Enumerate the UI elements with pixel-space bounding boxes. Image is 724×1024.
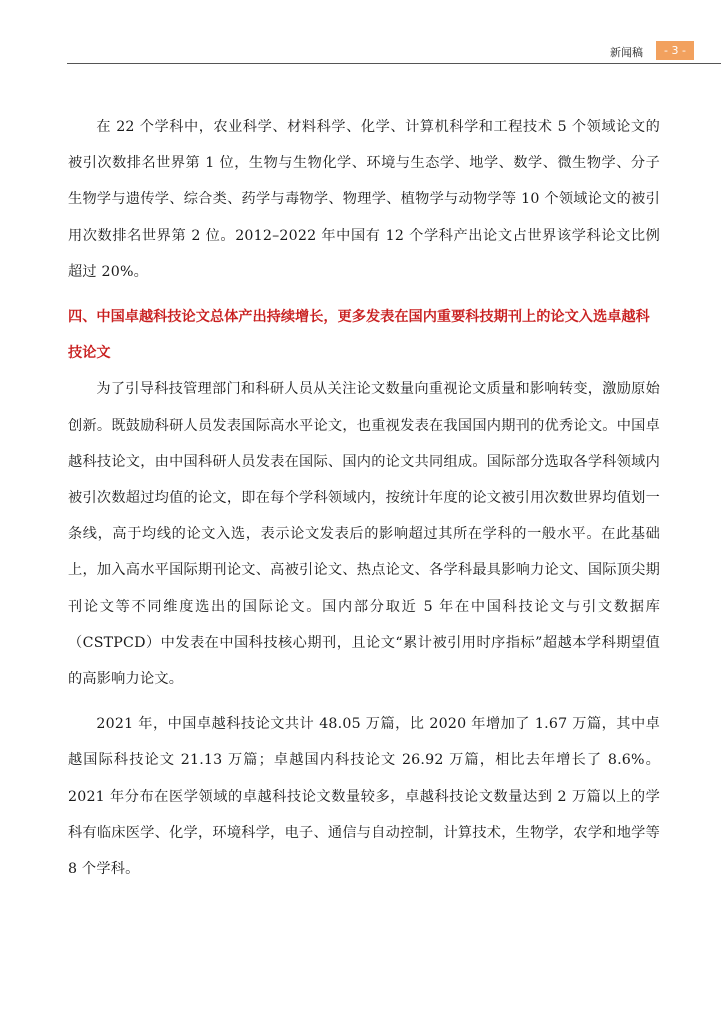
header-divider (67, 63, 721, 64)
section-heading-4: 四、中国卓越科技论文总体产出持续增长，更多发表在国内重要科技期刊上的论文入选卓越科技论文 (68, 309, 650, 362)
paragraph-subject-rankings: 在 22 个学科中，农业科学、材料科学、化学、计算机科学和工程技术 5 个领域论文的被引次数排名世界第 1 位，生物与生物化学、环境与生态学、地学、数学、微生物学、分子生物学与遗传学、综合类、药学与毒物学、物理学、植物学与动物学等 10 个领域论文的被引用次数排名世界第 2 位。2012–2022 年中国有 12 个学科产出论文占世界该学科论文比例超过 20%。 (68, 119, 660, 280)
document-body (68, 109, 660, 887)
paragraph-2021-statistics: 2021 年，中国卓越科技论文共计 48.05 万篇，比 2020 年增加了 1.67 万篇，其中卓越国际科技论文 21.13 万篇；卓越国内科技论文 26.92 万篇，相比去年增长了 8.6%。2021 年分布在医学领域的卓越科技论文数量较多，卓越科技论文数量达到 2 万篇以上的学科有临床医学、化学，环境科学，电子、通信与自动控制，计算技术，生物学，农学和地学等 8 个学科。 (68, 716, 660, 878)
page-number-badge: - 3 - (656, 41, 694, 60)
paragraph-excellent-papers-definition: 为了引导科技管理部门和科研人员从关注论文数量向重视论文质量和影响转变，激励原始创新。既鼓励科研人员发表国际高水平论文，也重视发表在我国国内期刊的优秀论文。中国卓越科技论文，由中国科研人员发表在国际、国内的论文共同组成。国际部分选取各学科领域内被引次数超过均值的论文，即在每个学科领域内，按统计年度的论文被引用次数世界均值划一条线，高于均线的论文入选，表示论文发表后的影响超过其所在学科的一般水平。在此基础上，加入高水平国际期刊论文、高被引论文、热点论文、各学科最具影响力论文、国际顶尖期刊论文等不同维度选出的国际论文。国内部分取近 5 年在中国科技论文与引文数据库（CSTPCD）中发表在中国科技核心期刊，且论文“累计被引用时序指标”超越本学科期望值的高影响力论文。 (68, 381, 660, 688)
header-label: 新闻稿 (610, 46, 643, 59)
